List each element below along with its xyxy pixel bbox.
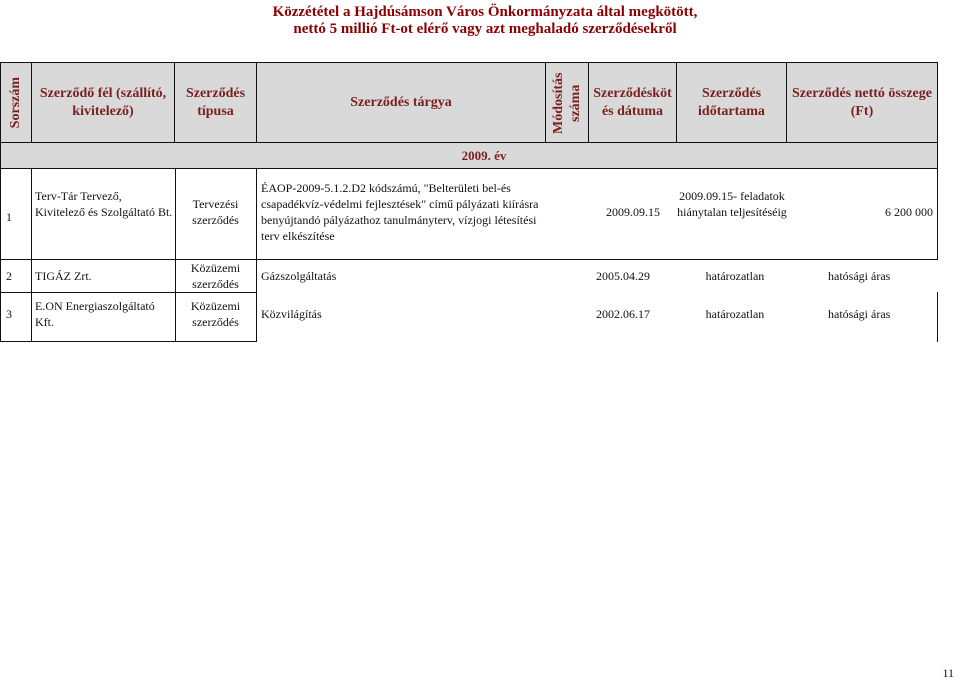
row-date: 2009.09.15 [606,205,660,219]
row-party: TIGÁZ Zrt. [35,269,92,283]
row-party: Terv-Tár Tervező, Kivitelező és Szolgáltató Bt. [35,189,173,219]
title-line-2: nettó 5 millió Ft-ot elérő vagy azt meghaladó szerződésekről [293,21,677,37]
row-duration: határozatlan [705,307,765,321]
row-party: E.ON Energiaszolgáltató Kft. [35,299,155,329]
header-amount-label: Szerződés nettó összege (Ft) [792,85,932,119]
row-date: 2005.04.29 [596,269,650,283]
header-subject [257,62,546,143]
header-duration-label: Szerződés időtartama [698,85,765,119]
row-number: 2 [6,269,12,283]
row-subject: Gázszolgáltatás [261,269,337,283]
header-amount [787,62,938,143]
row-number: 1 [6,210,12,224]
page-number: 11 [942,666,954,680]
header-modification [546,62,589,143]
header-party [32,62,175,143]
header-date [589,62,677,143]
row-amount: 6 200 000 [885,205,933,219]
row-number: 3 [6,307,12,321]
row-duration: határozatlan [705,269,765,283]
year-label: 2009. év [461,147,507,163]
row-date: 2002.06.17 [596,307,650,321]
header-type-label: Szerződés típusa [185,85,246,119]
header-subject-label: Szerződés tárgya [350,94,452,110]
year-band [0,143,938,169]
row-subject: Közvilágítás [261,307,322,321]
header-party-label: Szerződő fél (szállító, kivitelező) [39,85,167,119]
row-amount: hatósági áras [828,307,891,321]
row-subject: ÉAOP-2009-5.1.2.D2 kódszámú, "Belterületi bel-és csapadékvíz-védelmi fejlesztések" című pályázati kiírásra benyújtandó pályázathoz tanulmányterv, vízjogi létesítési terv elkészítése [261,181,539,243]
header-sorszam-label: Sorszám [8,76,23,129]
row-type: Tervezési szerződés [192,197,239,227]
row-type: Közüzemi szerződés [190,299,241,329]
header-date-label: Szerződésköt és dátuma [593,85,672,119]
row-type: Közüzemi szerződés [190,261,241,291]
row-amount: hatósági áras [828,269,891,283]
header-modification-label: Módosítás száma [551,71,583,134]
header-type [175,62,257,143]
row-duration: 2009.09.15- feladatok hiánytalan teljesítéséig [677,189,787,219]
title-line-1: Közzététel a Hajdúsámson Város Önkormányzata által megkötött, [272,4,698,20]
document-title [0,4,960,38]
header-sorszam [0,62,32,143]
header-duration [677,62,787,143]
